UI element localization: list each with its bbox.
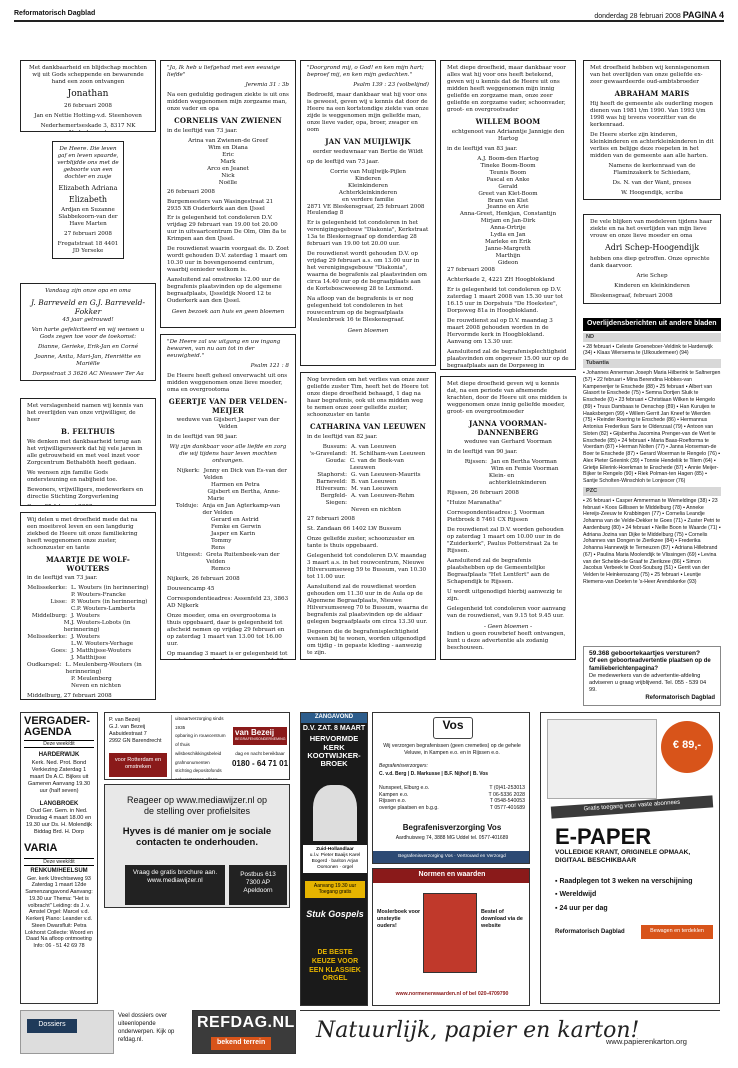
karton-slogan: Natuurlijk, papier en karton! [316, 1018, 640, 1043]
family-member: Anna-Greet, Henkjan, Constantijn [459, 211, 557, 218]
family-row: Barneveld: B. van Leeuwen [316, 478, 397, 485]
family-row: C.P. Wouters-Lamberts [71, 606, 136, 613]
bullet-2: ▪ Wereldwijd [555, 891, 597, 899]
family-list [447, 156, 569, 268]
family-row: Gouda: C. van de Beek-van Leeuwen [325, 457, 405, 471]
vos-phone-row: overige plaatsen en b.g.g. T 0577-401689 [379, 804, 525, 811]
family-row: Jasper en Karin [211, 531, 256, 538]
dossiers-ad[interactable] [20, 1010, 114, 1054]
family-member: Anna-Ortrije [490, 225, 526, 232]
family-row: Rijssen: Jan en Bertha Voorman [464, 459, 557, 466]
family-row: Tommy [211, 538, 232, 545]
family-member: Gerald [498, 183, 518, 190]
family-row: Rens [211, 545, 225, 552]
bullet-3: ▪ 24 uur per dag [555, 904, 608, 912]
family-member: Achterkleinkinderen [338, 189, 398, 196]
bullet-1: ▪ Raadplegen tot 3 weken na verschijning [555, 878, 693, 885]
family-list [27, 585, 149, 690]
vos-phone-list [379, 785, 525, 811]
family-member: Noëlle [218, 179, 238, 186]
birth-ad-jonathan: Met dankbaarheid en blijdschap mochten wij uit Gods scheppende en bewarende hand een zoon ontvangen Jonathan 26 februari 2008 Jan en Nettie Hotting-v.d. Steenhoven Nederhemertseskade 3, 8317 NK [20, 60, 156, 132]
family-row: M.J. Wouters-Lobots (in herinnering) [63, 620, 131, 634]
family-row: Melissekerke: L. Wouters (in herinnering) [27, 585, 149, 592]
family-member: Eric [222, 151, 234, 158]
family-row: Remco [211, 566, 231, 573]
death-ad-boom: Met diepe droefheid, maar dankbaar voor alles wat hij voor ons heeft betekend, geven wij u kennis dat de Heere uit ons midden heeft weggenomen mijn innig geliefde en zorgzame man, onze zeer geliefde en zorgzame vader, schoonvader, groot- en overgrootvader WILLEM BOOM echtgenoot van Adrianntje Jannigje den Hartog in de leeftijd van 83 jaar. A.J. Boom-den Hartog Tineke Boom-Boom Teunis Boom Pascal en Anke Gerald Greet van Klet-Boom Bram van Klet Jeanne en Arie Anna-Greet, Henkjan, Constantijn Mirjam en Jan-Dirk Anna-Ortrije Lydia en Jan Marleke en Erik Janne-Margreth Marthijn Gideon 27 februari 2008 Achterkade 2, 4221 ZH Hoogblokland Er is gelegenheid tot condoleren op D.V. zaterdag 1 maart 2008 van 15.30 uur tot 16.15 uur in Dorpshuis "De Hoekstee", Dorpsweg 81a in Hoogblokland. De rouwdienst zal op D.V. maandag 3 maart 2008 gehouden worden in de Hervormde kerk in Hoogblokland. Aanvang om 13.30 uur. Aansluitend zal de begrafenisplechtigheid plaatsvinden om ongeveer 15.00 uur op de begraafplaats aan de Dorpsweg in [440, 60, 576, 370]
deaths-title: Overlijdensberichten uit andere bladen [583, 318, 721, 331]
vos-ad: Vos Wij verzorgen begrafenissen (geen cremeties) op de gehele Veluwe, in Kampen e.o. en in Rijssen e.o. Begrafenisverzorgers: C. v.d. Berg | D. Markusse | B.F. Nijhof | B. Vos Nunspeet, Elburg e.o. T (0)41-253013 Kampen e.o. T 06-5336 2028 Rijssen e.o. T 0548-540053 overige plaatsen en b.g.g. T 0577-401689 Begrafenisverzorging Vos Aardhuisweg 74, 3888 MG Uddel tel. 0577-401689 Begrafenisverzorging Vos · Vertrouwd en Verzorgd [372, 712, 530, 864]
birth-ad-elizabeth: De Heere. Die leven gaf en leven spaarde, verblijdde ons met de geboorte van een dochter en zusje Elizabeth Adriana Elizabeth Ardjan en Suzanne Slabbekoorn-van der Have Marten 27 februari 2008 Fregatstraat 18 4401 JD Yerseke [52, 141, 124, 259]
family-member: Marthijn [495, 253, 521, 260]
family-member: Wim en Diana [208, 144, 248, 151]
paper-name: Reformatorisch Dagblad [14, 10, 96, 17]
family-member: Arina van Zwienen-de Greef [188, 137, 268, 144]
family-row: Bergfeld-Siegen: A. van Leeuwen-Rehm [320, 492, 415, 506]
family-row: Staphorst: G. van Leeuwen-Maurits [317, 471, 421, 478]
family-row: Melissekerke: J. Wouters [27, 634, 100, 641]
deaths-other-papers: Overlijdensberichten uit andere bladen ND ▪ 28 februari ▪ Celeste Groeneboer-Veldink te Harderwijk (34) ▪ Klaas Wiersema te (Ulkoudermeer) (94) Tubantia ▪ Johannes Annerman Joseph Maria Hilberink te Saltnergen (57) ▪ 22 februari ▪ Mina Berendina Hobkes-van Kampenerijer te Enschede (88) ▪ 25 februari ▪ Albert van Glasort te Enschede (75) ▪ Semna Dortjen Sluik te Enschede (0) ▪ 23 februari ▪ Christiaan Wilken te Hengelo (89) ▪ Truus Dambaas te Oenschop (89) ▪ Han Kuruijes te Haaksbergen (99) ▪ Willem Gerrit Jan Kneef te Wierden (75) ▪ Reinder Roering te Enschede (86) ▪ Hermannus Antonius Frederikus Sars te Oldenzaal (79) ▪ Antoon van Sloten (82) ▪ Gijsbertha Jacomina Prenger-van de Wert te Enschede (85) ▪ 24 februari ▪ Maria Baas-Roeftorma te Voerdam (87) ▪ Herman Nolten (77) ▪ Janna Horseman-de Boer te Enschede (87) ▪ Gerard Woerman te Rengelo (76) ▪ Alex Pieter Grienink (39) ▪ Tonnie Hendeliik te Tilem (64) ▪ Grietje Eilerink-Hoerkman te Enschede (87) ▪ Annie Meijer-Bijker te Rengelo (90) ▪ Riek Polman-ten Hagen (85) ▪ Santje Scholten-Winschloh te Lonjescer (76) PZC ▪ 26 februari ▪ Casper Ammerman te Wemeldinge (38) ▪ 23 februari ▪ Koos Gillissen te Middelburg (78) ▪ Anneke Hereijs-Zeeuw te Krabbingen (77) ▪ Cornelia Leandje Johanna van de Velde-Dekker te Goes (71) ▪ Zuster Petri te Aardenburg (80) ▪ 24 februari ▪ Nellie Boon te Waarde (71) ▪ Adriana Jozina van Dijke te Middelburg (75) ▪ Cornelis Johannes van Dongen te Zierikzee (84) ▪ Frederika Johanna Hannewijk te Terneuzen (87) ▪ Adriana Hillebrand (67) ▪ Paulina Maria Moolendijk te Vlissingen (69) ▪ Levina van der Schelde-de Graaf te Zierikzee (86) ▪ Simon Jacobus Verbeek te Oost-Souburg (51) ▪ Gerrit van der Velden te Heinkenszang (75) ▪ 25 februari ▪ Leuntje Riemens-van Doeten te 's-Heer Arendskerke (93) [583, 320, 721, 585]
dossiers-text: Veel dossiers over uiteenlopende onderwerpen. Kijk op refdag.nl. [118, 1013, 175, 1044]
family-row: Gerard en Astrid [211, 517, 259, 524]
epaper-title: E-PAPER [555, 824, 652, 849]
vos-phone-row: Kampen e.o. T 06-5336 2028 [379, 791, 525, 798]
death-ad-voorman: Met diepe droefheid geven wij u kennis dat, na een periode van afnemende krachten, door de Heere uit ons midden is weggenomen onze innig geliefde moeder, groot- en overgrootmoeder JANNA VOORMAN-DANNENBERG weduwe van Gerhard Voorman in de leeftijd van 90 jaar. Rijssen: Jan en Bertha Voorman Wim en Femie Voorman Klein- en achterkleinkinderen Rijssen, 26 februari 2008 "Huize Maranatha" Correspondentieadres: J. Voorman Pietbroek 8 7461 CX Rijssen De rouwdienst zal D.V. worden gehouden op zaterdag 1 maart om 10.00 uur in de "Zuiderkerk", Paulus Potterstraat 2a te Rijssen. Aansluitend zal de begrafenis plaatshebben op de Gemeentelijke Begraafplaats "Het Lentfert" aan de Schapendijk te Rijssen. U wordt uitgenodigd hierbij aanwezig te zijn. Gelegenheid tot condoleren voor aanvang van de rouwdienst, van 9.15 tot 9.45 uur. - Geen bloemen - Indien u geen rouwbrief heeft ontvangen, kunt u deze advertentie als zodanig beschouwen. [440, 376, 576, 660]
epaper-ad[interactable]: € 89,- Gratis toegang voor vaste abonnees E-PAPER VOLLEDIGE KRANT, ORIGINELE OPMAAK, DIGITAAL BESCHIKBAAR ▪ Raadplegen tot 3 weken na verschijning ▪ Wereldwijd ▪ 24 uur per dag Reformatorisch Dagblad Bewagen en terdeklen [540, 712, 720, 1004]
family-member: Greet van Klet-Boom [478, 190, 538, 197]
family-member: Mark [220, 158, 236, 165]
family-member: Teunis Boom [489, 169, 527, 176]
death-ad-felthuis: Met verslagenheid namen wij kennis van het overlijden van onze vrijwilliger, de heer B. FELTHUIS We denken met dankbaarheid terug aan het vrijwilligerswerk dat hij vele jaren in alle getrouwheid en met veel inzet voor Zorgcentrum Bethaböth heeft gedaan. We wensen zijn familie Gods ondersteuning en nabijheid toe. Bewoners, vrijwilligers, medewerkers en directie Stichting Zorgverlening [20, 398, 156, 506]
vos-phone-row: Rijssen e.o. T 0548-540053 [379, 798, 525, 804]
family-row: Oudkarspel: L. Meulenberg-Wouters (in herinnering) [27, 662, 142, 676]
brochure-button[interactable]: Vraag de gratis brochure aan. www.mediawijzer.nl [125, 865, 225, 905]
order-link[interactable]: www.normenenwaarden.nl of bel 020-4709790 [395, 991, 509, 997]
family-row: Harmen en Petra [211, 482, 260, 489]
family-row: Tolduje: Anja en Jan Agterkamp-van der Velden [175, 503, 281, 517]
family-member: Tineke Boom-Boom [480, 162, 536, 169]
family-member: Jeanne en Arie [487, 204, 529, 211]
family-row: Goes: J. Matthijsse-Wouters [51, 648, 132, 655]
vos-logo: Vos [433, 717, 473, 739]
book-cover-image [423, 893, 477, 973]
death-ad-maris: Met droefheid hebben wij kennisgenomen van het overlijden van onze geliefde ex-zeer gewaardeerde oud-ambtsbroeder ABRAHAM MARIS Hij heeft de gemeente als ouderling mogen dienen van 1981 t/m 1990. Van 1993 t/m 1998 was hij tevens voorzitter van de kerkenraad. De Heere sterke zijn kinderen, kleinkinderen en achterkleinkinderen in dit verlies en belijge deze roepeten in het midden van de gemeente aan alle harten. Namens de kerkenraad van de Flaminzakerk te Schiedam, Ds. N. van der Want, preses W. Hoogendijk, scriba [583, 60, 721, 200]
family-row: 's-Graveland: H. Schilham-van Leeuwen [309, 450, 426, 457]
family-row: Middelburg: J. Wouters [31, 613, 100, 620]
mediawijzer-ad[interactable]: Reageer op www.mediawijzer.nl op de stelling over profielsites Hyves is dé manier om je sociale contacten te onderhouden. Vraag de gratis brochure aan. www.mediawijzer.nl Postbus 613 7300 AP Apeldoorn [104, 784, 290, 908]
anniversary-ad: Vandaag zijn onze opa en oma J. Barreveld en G.J. Barreveld-Fokker 45 jaar getrouwd! Van harte gefeliciteerd en wij wensen u Gods zegen toe voor de toekomst: Dianne, Gerieke, Erik-Jan en Corné Joanne, Anita, Mari-Jan, Henriëtte en Mariëlle Dorpsstraat 3 3626 AC Nieuwer Ter Aa [20, 283, 156, 381]
death-ad-van-zwienen: "Ja, Ik heb u liefgehad met een eeuwige liefde" Jeremia 31 : 3b Na een geduldig gedragen ziekte is uit ons midden weggenomen mijn zorgzame man, onze vader en opa CORNELIS VAN ZWIENEN in de leeftijd van 73 jaar. Arina van Zwienen-de Greef Wim en Diana Eric Mark Arco en Jeanet Nick Noëlle 26 februari 2008 Burgemeesters van Wasingestraat 21 2935 XB Ouderkerk aan den IJssel Er is gelegenheid tot condoleren D.V. vrijdag 29 februari van 19.00 tot 20.00 uur in uitvaartcentrum De Olm, Olm 8a te Krimpen aan den IJssel. De rouwdienst waarin voorgaat ds. D. Zoet wordt gehouden D.V. zaterdag 1 maart om 10.30 uur in bovengenoemd centrum, waarbij eenieder welkom is. Aansluitend zal omstreeks 12.00 uur de begrafenis plaatsvinden op de algemene begraafplaats, IJsseldijk Noord 12 te Ouderkerk aan den IJssel. Geen bezoek aan huis en geen bloemen [160, 60, 296, 328]
vos-brand: Begrafenisverzorging Vos [402, 823, 502, 832]
family-member: Nick [221, 172, 235, 179]
family-row: Gijsbert en Bertha, Anne-Marie [207, 489, 280, 503]
page-header [14, 10, 724, 22]
portrait-image [313, 785, 357, 841]
laptop-image [547, 719, 657, 799]
family-list [167, 138, 289, 187]
family-row: Neven en nichten [351, 506, 402, 513]
epaper-button[interactable]: Bewagen en terdeklen [641, 925, 713, 939]
family-member: Arco en Jeanet [207, 165, 249, 172]
family-member: Marleke en Erik [485, 239, 531, 246]
page-date: donderdag 28 februari 2008 PAGINA 4 [594, 10, 724, 20]
family-row: J. Matthijsse [71, 655, 107, 662]
refdag-ad[interactable]: REFDAG.NL bekend terrein [192, 1010, 296, 1054]
family-list [307, 169, 429, 204]
family-member: Corrie van Muijlwijk-Pijlen [330, 168, 406, 175]
family-row: Wim en Femie Voorman [491, 466, 559, 473]
family-member: Gideon [497, 260, 519, 267]
stuk-logo: Stuk Gospels [306, 909, 364, 919]
family-member: Bram van Klet [487, 197, 529, 204]
karton-url: www.papierenkarton.org [606, 1037, 687, 1046]
death-ad-van-leeuwen: Nog tevreden om het verlies van onze zeer geliefde zuster Tim, heeft het de Heere tot onze diepe droefheid behaagd, 1 dag na haar begrafenis, ook uit ons midden weg te nemen onze zeer geliefde zuster, schoonzuster en tante CATHARINA VAN LEEUWEN in de leeftijd van 82 jaar. Bussum: A. van Leeuwen 's-Graveland: H. Schilham-van Leeuwen Gouda: C. van de Beek-van Leeuwen Staphorst: G. van Leeuwen-Maurits Barneveld: B. van Leeuwen Hilversum: M. van Leeuwen Bergfeld-Siegen: A. van Leeuwen-Rehm Neven en nichten 27 februari 2008 St. Zandaan 66 1402 LW Bussum Onze geliefde zuster, schoonzuster en tante is thuis opgebaard. Gelegenheid tot condoleren D.V. maandag 3 maart a.s. in het rouwcentrum, Nieuwe Hilversumseweg 59 te Bussum, van 10.30 tot 11.00 uur. Aansluitend zal de rouwdienst worden gehouden om 11.30 uur in de Aula op de Algemene Begraafplaats, Nieuwe Hilversumseweg 70 te Bussum, waarna de begrafenis zal plaatsvinden op de aldaar gelegen begraafplaats om circa 13.30 uur. Degenen die de begrafenisplechtigheid wensen bij te wonen, worden uitgenodigd om tijdig - in gepaste kleding - aanwezig te zijn. [300, 372, 436, 660]
family-list [447, 459, 569, 487]
death-ad-van-der-velden: "De Heere zal uw uitgang en uw ingang bewaren, van nu aan tot in der eeuwigheid." Psalm 121 : 8 De Heere heeft geheel onverwacht uit ons midden weggenomen onze lieve moeder, oma en overgrootoma GEERTJE VAN DER VELDEN-MEIJER weduwe van Gijsbert Jasper van der Velden in de leeftijd van 98 jaar. Wij zijn dankbaar voor alle liefde en zorg die wij tijdens haar leven mochten ontvangen. Nijkerk: Jenny en Dick van Es-van der Velden Harmen en Petra Gijsbert en Bertha, Anne-Marie Tolduje: Anja en Jan Agterkamp-van der Velden Gerard en Astrid Femke en Gerwin Jasper en Karin Tommy Rens Uitgeest: Greta Ruitenbeek-van der Velden Remco Nijkerk, 26 februari 2008 Douwencamp 45 Correspondentieadres: Assenfeld 23, 3863 AD Nijkerk Onze moeder, oma en overgrootoma is thuis opgebaard, daar is gelegenheid tot afscheid nemen op vrijdag 29 februari en op zaterdag 1 maart van 13.00 tot 16.00 uur. Op maandag 3 maart is er gelegenheid tot [160, 334, 296, 660]
rd-logo: Reformatorisch Dagblad [645, 695, 715, 702]
family-member: en verdere familie [342, 196, 394, 203]
normen-waarden-ad[interactable]: Normen en waarden Moslerboek voor unsteytie ouders! Bestel of download via de website www.normenenwaarden.nl of bel 020-4709790 [372, 868, 530, 1006]
family-member: Janne-Margreth [485, 246, 531, 253]
birth-cards-promo[interactable]: 59.368 geboortekaartjes versturen? Of een geboorteadvertentie plaatsen op de familieberichtenpagina? De medewerkers van de advertentie-afdeling adviseren u graag vrijblijvend. Tel. 055 - 539 04 99. Reformatorisch Dagblad [583, 646, 721, 706]
family-member: Pascal en Anke [486, 176, 530, 183]
zangavond-ad: ZANGAVOND D.V. ZAT. 8 MAART HERVORMDE KERK KOOTWIJKER- BROEK Zuid-Hollandlaar u.l.v. Pieter Baaijs Karel Bogerd · bariton Arjan Oorsonen · orgel Aanvang 19.30 uur Toegang gratis Stuk Gospels DE BESTE KEUZE VOOR EEN KLASSIEK ORGEL [300, 712, 368, 1006]
family-row: Uitgeest: Greta Ruitenbeek-van der Velden [176, 552, 280, 566]
family-member: Lydia en Jan [490, 232, 526, 239]
family-row: Neven en nichten [71, 683, 122, 690]
price-badge: € 89,- [661, 721, 713, 773]
family-row: Nijkerk: Jenny en Dick van Es-van der Velden [176, 468, 287, 482]
death-ad-de-wolf: Wij delen u met droefheid mede dat na een moeitevol leven en een langdurig ziekbed de Heere uit onze familiekring heeft weggenomen onze zuster, schoonzuster en tante MAARTJE DE WOLF-WOUTERS in de leeftijd van 73 jaar. Melissekerke: L. Wouters (in herinnering) P. Wouters-Francke Lisse: P. Wouters (in herinnering) C.P. Wouters-Lamberts Middelburg: J. Wouters M.J. Wouters-Lobots (in herinnering) Melissekerke: J. Wouters L.W. Wouters-Verhage Goes: J. Matthijsse-Wouters J. Matthijsse Oudkarspel: L. Meulenberg-Wouters (in herinnering) P. Meulenberg Neven en nichten Middelburg, 27 februari 2008 [20, 512, 156, 700]
family-row: Femke en Gerwin [211, 524, 261, 531]
rd-logo: Reformatorisch Dagblad [555, 929, 625, 935]
family-list [167, 468, 289, 573]
family-row: Klein- en achterkleinkinderen [488, 473, 547, 487]
family-member: A.J. Boom-den Hartog [477, 155, 539, 162]
dossiers-label: Dossiers [27, 1019, 77, 1033]
family-member: Mirjam en Jan-Dirk [480, 218, 536, 225]
family-list [307, 444, 429, 514]
papier-karton-ad [300, 1010, 720, 1056]
family-row: L.W. Wouters-Verhage [71, 641, 134, 648]
family-row: P. Wouters-Francke [71, 592, 126, 599]
family-row: P. Meulenberg [71, 676, 112, 683]
family-row: Hilversum: M. van Leeuwen [315, 485, 398, 492]
thanks-ad-schep: De vele blijken van medeleven tijdens haar ziekte en na het overlijden van mijn lieve vrouw en onze lieve moeder en oma Adri Schep-Hoogendijk hebben ons diep getroffen. Onze oprechte dank daarvoor. Arie Schep Kinderen en kleinkinderen Bleskensgraaf, februari 2008 [583, 214, 721, 304]
death-ad-van-muijlwijk: "Doorgrond mij, o God! en ken mijn hart; beproef mij, en ken mijn gedachten." Psalm 139 : 23 (volbelijnd) Bedroefd, maar dankbaar wat hij voor ons is geweest, geven wij u kennis dat door de Heere na een kortstondige ziekte van onze zijde is weggenomen mijn geliefde man, onze lieve vader, opa, broer, zwager en oom JAN VAN MUIJLWIJK eerder weduwnaar van Bertie de Wildt op de leeftijd van 73 jaar. Corrie van Muijlwijk-Pijlen Kinderen Kleinkinderen Achterkleinkinderen en verdere familie 2871 VE Bleskensgraaf, 25 februari 2008 Heulendag 8 Er is gelegenheid tot condoleren in het verenigingsgebouw "Diakonia", Kerkstraat 13a te Bleskensgraaf op donderdag 28 februari van 19.00 tot 20.00 uur. De rouwdienst wordt gehouden D.V. op vrijdag 29 februari a.s. om 13.00 uur in het verenigingsgebouw "Diakonia", waarna de begrafenis zal plaatsvinden om circa 14.40 uur op de begraafplaats aan de Korteboscweeweg 28 te Lexmond. Na afloop van de begrafenis is er nog gelegenheid tot condoleren in het rouwcentrum op de begraafplaats Meulenbroek 16 te Bleskensgraaf. Geen bloemen [300, 60, 436, 366]
child-name: Jonathan [67, 88, 109, 99]
section-pzc: PZC [583, 487, 721, 496]
family-member: Kinderen [354, 175, 382, 182]
van-bezeij-ad: P. van Bezeij G.J. van Bezeij Aabuidestraat 7 2992 GN Barendrecht voor Rotterdam en omstreken uitvaartverzorging sinds 1935 opbaring in rouwcentrum of thuis wilsbeschikkingsbeleid grafmonumenten stichting depositofonds ook verzorgen alleen van Bezeij BEGRAFENISONDERNEMING dag en nacht bereikbaar 0180 - 64 71 01 [104, 712, 290, 780]
section-nd: ND [583, 333, 721, 342]
vos-phone-row: Nunspeet, Elburg e.o. T (0)41-253013 [379, 785, 525, 791]
family-member: Kleinkinderen [348, 182, 388, 189]
brand-logo: van Bezeij [235, 728, 275, 737]
vergader-agenda: VERGADER- AGENDA Deze week/dit HARDERWIJK Kerk. Ned. Prot. Bond Verkiezing Zaterdag 1 maart Ds A.C. Bijkes uit Gameren Aanvang 19.30 uur (half seven) LANGBROEK Oud Ger. Gem. in Ned. Dinsdag 4 maart 18.00 en 19.30 uur Ds. H. Molendijk Biddag Brd. H. Dorp VARIA Deze week/dit RENKUM/HEELSUM Ger. kerk Utrechtseweg 93 Zaterdag 1 maart 12de Samenzangavond Aanvang: 19.30 uur Thema: "Het is volbracht" Leiding: ds J. v. Amstel Orgel: Marcel v.d. Kerkerij Piano: Leander v.d. Steen Dwarsfluit: Petra Lokhorst Collecte: Woord en Daad Na afloop ontmoeting Info: 06 - 51 42 69 78 [20, 712, 98, 1004]
section-tubantia: Tubantia [583, 359, 721, 368]
family-row: Bussum: A. van Leeuwen [322, 443, 397, 450]
family-row: Lisse: P. Wouters (in herinnering) [50, 599, 148, 606]
